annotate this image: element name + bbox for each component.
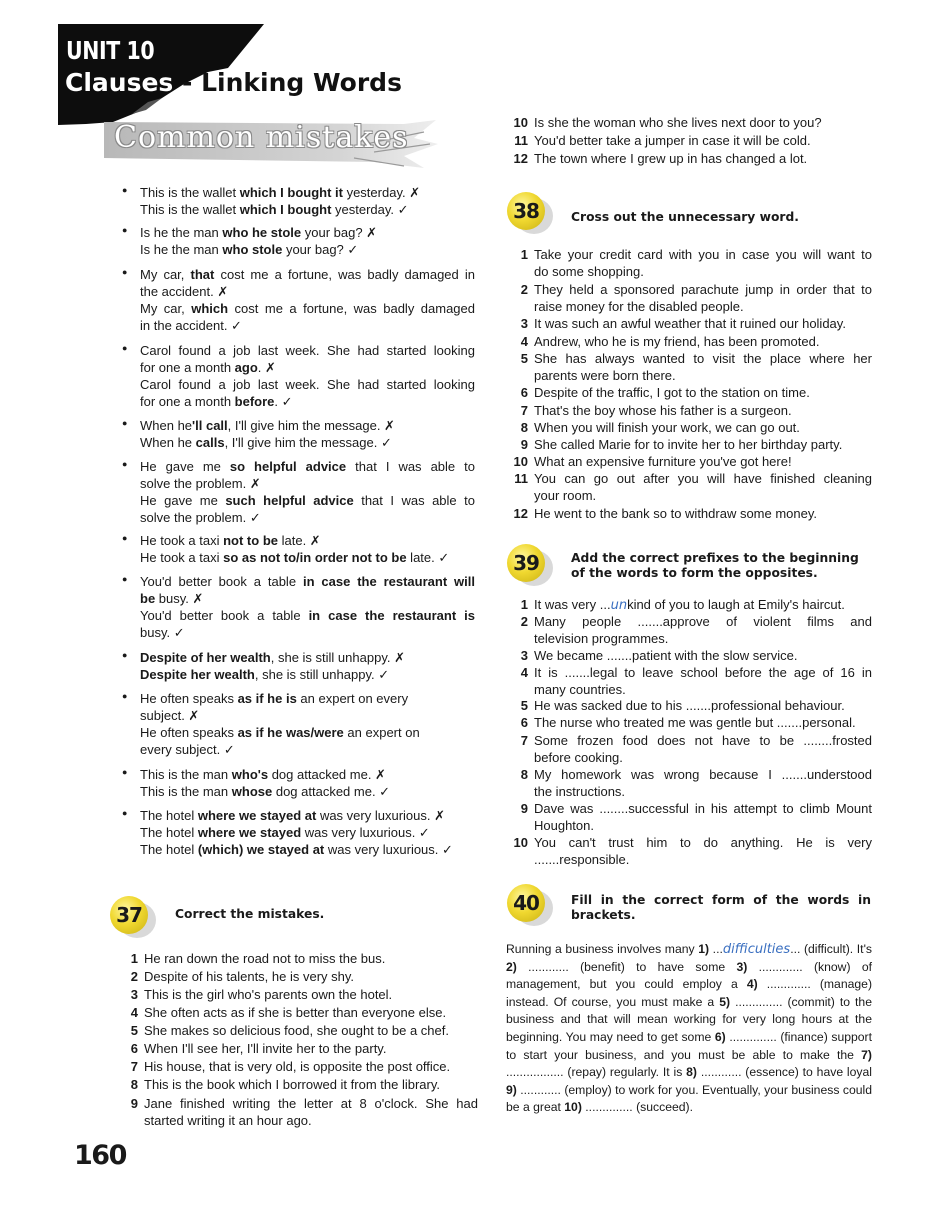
item-line: Houghton. xyxy=(534,818,594,833)
item-number: 4 xyxy=(520,334,528,349)
item-number: 9 xyxy=(520,437,528,452)
item-line: Jane finished writing the letter at 8 o'clock. She had xyxy=(144,1096,478,1111)
mistake-line: busy. ✓ xyxy=(140,625,185,640)
example-answer: difficulties xyxy=(722,942,791,957)
exercise-38-badge xyxy=(507,192,549,230)
exercise-40-instruction xyxy=(571,893,871,923)
mistake-line: Despite her wealth, she is still unhappy. ✓ xyxy=(140,667,390,682)
item-number: 9 xyxy=(130,1096,138,1111)
section-title: Common mistakes xyxy=(114,120,409,155)
mistake-line: This is the wallet which I bought yesterday. ✓ xyxy=(140,202,409,217)
item-number: 7 xyxy=(520,403,528,418)
exercise-number: 39 xyxy=(513,551,539,575)
instruction-line: of the words to form the opposites. xyxy=(571,566,818,580)
item-number: 6 xyxy=(520,715,528,730)
mistake-line: for one a month ago. ✗ xyxy=(140,360,276,375)
item-number: 11 xyxy=(514,471,528,486)
item-text: His house, that is very old, is opposite the post office. xyxy=(144,1059,451,1074)
item-text: She called Marie for to invite her to her birthday party. xyxy=(534,437,843,452)
instruction-line: Fill in the correct form of the words in xyxy=(571,893,871,907)
exercise-37-badge xyxy=(110,896,152,934)
item-text: He was sacked due to his .......professional behaviour. xyxy=(534,698,845,713)
mistake-line: He took a taxi not to be late. ✗ xyxy=(140,533,321,548)
item-number: 2 xyxy=(520,614,528,629)
mistake-line: He often speaks as if he was/were an expert on xyxy=(140,725,420,740)
item-text xyxy=(534,246,872,280)
mistake-line: subject. ✗ xyxy=(140,708,200,723)
page-number: 160 xyxy=(74,1140,126,1171)
item-text-pre: It was very ... xyxy=(534,597,611,612)
item-number: 12 xyxy=(513,151,528,166)
item-text: She often acts as if she is better than everyone else. xyxy=(144,1005,447,1020)
exercise-39-instruction xyxy=(571,551,859,581)
mistake-line: The hotel where we stayed at was very luxurious. ✗ xyxy=(140,808,445,823)
mistake-line: Is he the man who stole your bag? ✓ xyxy=(140,242,359,257)
item-number: 11 xyxy=(514,133,528,148)
item-text xyxy=(534,766,872,800)
item-text: You'd better take a jumper in case it will be cold. xyxy=(534,133,811,148)
item-line: parents were born there. xyxy=(534,368,676,383)
item-number: 2 xyxy=(130,969,138,984)
item-text: He ran down the road not to miss the bus. xyxy=(144,951,386,966)
item-line: They held a sponsored parachute jump in order that to xyxy=(534,282,872,297)
item-number: 1 xyxy=(520,247,528,262)
mistake-line: in the accident. ✓ xyxy=(140,318,242,333)
item-number: 6 xyxy=(130,1041,138,1056)
item-text xyxy=(534,596,845,614)
item-line: .......responsible. xyxy=(534,852,630,867)
instruction-line: brackets. xyxy=(571,908,636,922)
item-text: When you will finish your work, we can go out. xyxy=(534,420,800,435)
item-line: You can't trust him to do anything. He is very xyxy=(534,835,872,850)
mistake-line: You'd better book a table in case the restaurant is xyxy=(140,608,475,623)
item-line: Many people .......approve of violent films and xyxy=(534,614,872,629)
mistake-line: be busy. ✗ xyxy=(140,591,204,606)
item-line: the instructions. xyxy=(534,784,626,799)
item-line: Take your credit card with you in case you will want to xyxy=(534,247,872,262)
item-text: Despite of the traffic, I got to the station on time. xyxy=(534,385,810,400)
item-line: Some frozen food does not have to be ........frosted xyxy=(534,733,872,748)
item-text: It was such an awful weather that it ruined our holiday. xyxy=(534,316,846,331)
item-number: 4 xyxy=(130,1005,138,1020)
exercise-38-instruction: Cross out the unnecessary word. xyxy=(571,210,799,224)
mistake-line: This is the wallet which I bought it yesterday. ✗ xyxy=(140,185,421,200)
item-line: She has always wanted to visit the place where her xyxy=(534,351,872,366)
item-line: do some shopping. xyxy=(534,264,644,279)
item-number: 5 xyxy=(520,698,528,713)
mistake-line: the accident. ✗ xyxy=(140,284,229,299)
mistake-line: Carol found a job last week. She had started looking xyxy=(140,343,475,358)
item-text: The town where I grew up in has changed a lot. xyxy=(534,151,808,166)
item-text xyxy=(534,664,872,698)
item-text xyxy=(534,800,872,834)
item-text: This is the book which I borrowed it from the library. xyxy=(144,1077,440,1092)
exercise-number: 40 xyxy=(513,891,539,915)
unit-label: UNIT 10 xyxy=(66,36,155,65)
exercise-40-paragraph: Running a business involves many 1) ...difficulties... (difficult). It's 2) ............ (benefit) to have some 3) ............. (know) of management, but you could employ a 4) ............. (manage) instead. Of course, you must make a 5) .............. (commit) to the business and that will mean working for very long hours at the beginning. You may need to get some 6) .............. (finance) support to start your business, and you must be able to make the 7) ................. (repay) regularly. It is 8) ............ (essence) to have loyal 9) ............ (employ) to work for you. Eventually, your business could be a great 10) .............. (succeed). xyxy=(506,942,873,1115)
mistake-line: solve the problem. ✓ xyxy=(140,510,261,525)
item-text: That's the boy whose his father is a surgeon. xyxy=(534,403,792,418)
item-text xyxy=(534,834,872,868)
item-text: She makes so delicious food, she ought to be a chef. xyxy=(144,1023,449,1038)
item-number: 8 xyxy=(520,420,528,435)
unit-title-first: Clauses xyxy=(65,68,174,97)
mistake-line: Is he the man who he stole your bag? ✗ xyxy=(140,225,378,240)
item-line: your room. xyxy=(534,488,597,503)
mistake-line: My car, which cost me a fortune, was badly damaged xyxy=(140,301,475,316)
item-number: 3 xyxy=(130,987,138,1002)
item-text xyxy=(144,1095,478,1129)
item-number: 9 xyxy=(520,801,528,816)
item-number: 2 xyxy=(520,282,528,297)
exercise-number: 38 xyxy=(513,199,539,223)
item-line: before cooking. xyxy=(534,750,623,765)
item-line: It is .......legal to leave school before the age of 16 in xyxy=(534,665,872,680)
item-line: raise money for the disabled people. xyxy=(534,299,744,314)
item-number: 1 xyxy=(130,951,138,966)
item-text: The nurse who treated me was gentle but .......personal. xyxy=(534,715,856,730)
item-number: 7 xyxy=(130,1059,138,1074)
unit-title xyxy=(65,68,402,97)
item-number: 10 xyxy=(513,835,528,850)
item-text xyxy=(534,732,872,766)
item-text: This is the girl who's parents own the hotel. xyxy=(144,987,393,1002)
item-number: 8 xyxy=(520,767,528,782)
mistake-line: The hotel where we stayed was very luxurious. ✓ xyxy=(140,825,430,840)
item-line: My homework was wrong because I .......understood xyxy=(534,767,872,782)
exercise-number: 37 xyxy=(116,903,142,927)
mistake-line: This is the man who's dog attacked me. ✗ xyxy=(140,767,386,782)
item-number: 10 xyxy=(513,115,528,130)
item-line: Dave was ........successful in his attempt to climb Mount xyxy=(534,801,872,816)
item-text: He went to the bank so to withdraw some money. xyxy=(534,506,818,521)
item-text: Is she the woman who she lives next door to you? xyxy=(534,115,822,130)
item-line: television programmes. xyxy=(534,631,669,646)
item-number: 3 xyxy=(520,648,528,663)
mistake-line: Carol found a job last week. She had started looking xyxy=(140,377,475,392)
item-line: started writing it an hour ago. xyxy=(144,1113,312,1128)
exercise-40-badge xyxy=(507,884,549,922)
item-text: Despite of his talents, he is very shy. xyxy=(144,969,355,984)
item-number: 6 xyxy=(520,385,528,400)
mistake-line: My car, that cost me a fortune, was badly damaged in xyxy=(140,267,475,282)
item-number: 10 xyxy=(513,454,528,469)
item-line: many countries. xyxy=(534,682,626,697)
item-number: 7 xyxy=(520,733,528,748)
mistake-line: The hotel (which) we stayed at was very luxurious. ✓ xyxy=(140,842,453,857)
mistake-line: He gave me so helpful advice that I was able to xyxy=(140,459,475,474)
mistake-line: This is the man whose dog attacked me. ✓ xyxy=(140,784,391,799)
item-number: 8 xyxy=(130,1077,138,1092)
item-text xyxy=(534,470,872,504)
item-text: Andrew, who he is my friend, has been promoted. xyxy=(534,334,820,349)
item-number: 5 xyxy=(130,1023,138,1038)
item-text: When I'll see her, I'll invite her to the party. xyxy=(144,1041,387,1056)
mistake-line: When he'll call, I'll give him the message. ✗ xyxy=(140,418,395,433)
exercise-37-instruction: Correct the mistakes. xyxy=(175,907,325,921)
item-text: We became .......patient with the slow service. xyxy=(534,648,798,663)
item-number: 5 xyxy=(520,351,528,366)
unit-title-rest: - Linking Words xyxy=(173,68,402,97)
instruction-line: Add the correct prefixes to the beginning xyxy=(571,551,859,565)
item-text: What an expensive furniture you've got here! xyxy=(534,454,792,469)
item-text xyxy=(534,350,872,384)
item-text xyxy=(534,613,872,647)
mistake-line: solve the problem. ✗ xyxy=(140,476,261,491)
item-number: 3 xyxy=(520,316,528,331)
mistake-line: He often speaks as if he is an expert on every xyxy=(140,691,409,706)
mistake-line: When he calls, I'll give him the message. ✓ xyxy=(140,435,392,450)
item-number: 12 xyxy=(513,506,528,521)
exercise-39-badge xyxy=(507,544,549,582)
item-text xyxy=(534,281,872,315)
mistake-line: for one a month before. ✓ xyxy=(140,394,293,409)
example-answer: un xyxy=(610,598,628,613)
mistake-line: Despite of her wealth, she is still unhappy. ✗ xyxy=(140,650,405,665)
mistake-line: He took a taxi so as not to/in order not to be late. ✓ xyxy=(140,550,450,565)
item-line: You can go out after you will have finished cleaning xyxy=(534,471,872,486)
item-number: 1 xyxy=(520,597,528,612)
mistake-line: every subject. ✓ xyxy=(140,742,235,757)
mistake-line: He gave me such helpful advice that I was able to xyxy=(140,493,475,508)
mistake-line: You'd better book a table in case the restaurant will xyxy=(140,574,476,589)
item-number: 4 xyxy=(520,665,528,680)
item-text-post: kind of you to laugh at Emily's haircut. xyxy=(627,597,845,612)
